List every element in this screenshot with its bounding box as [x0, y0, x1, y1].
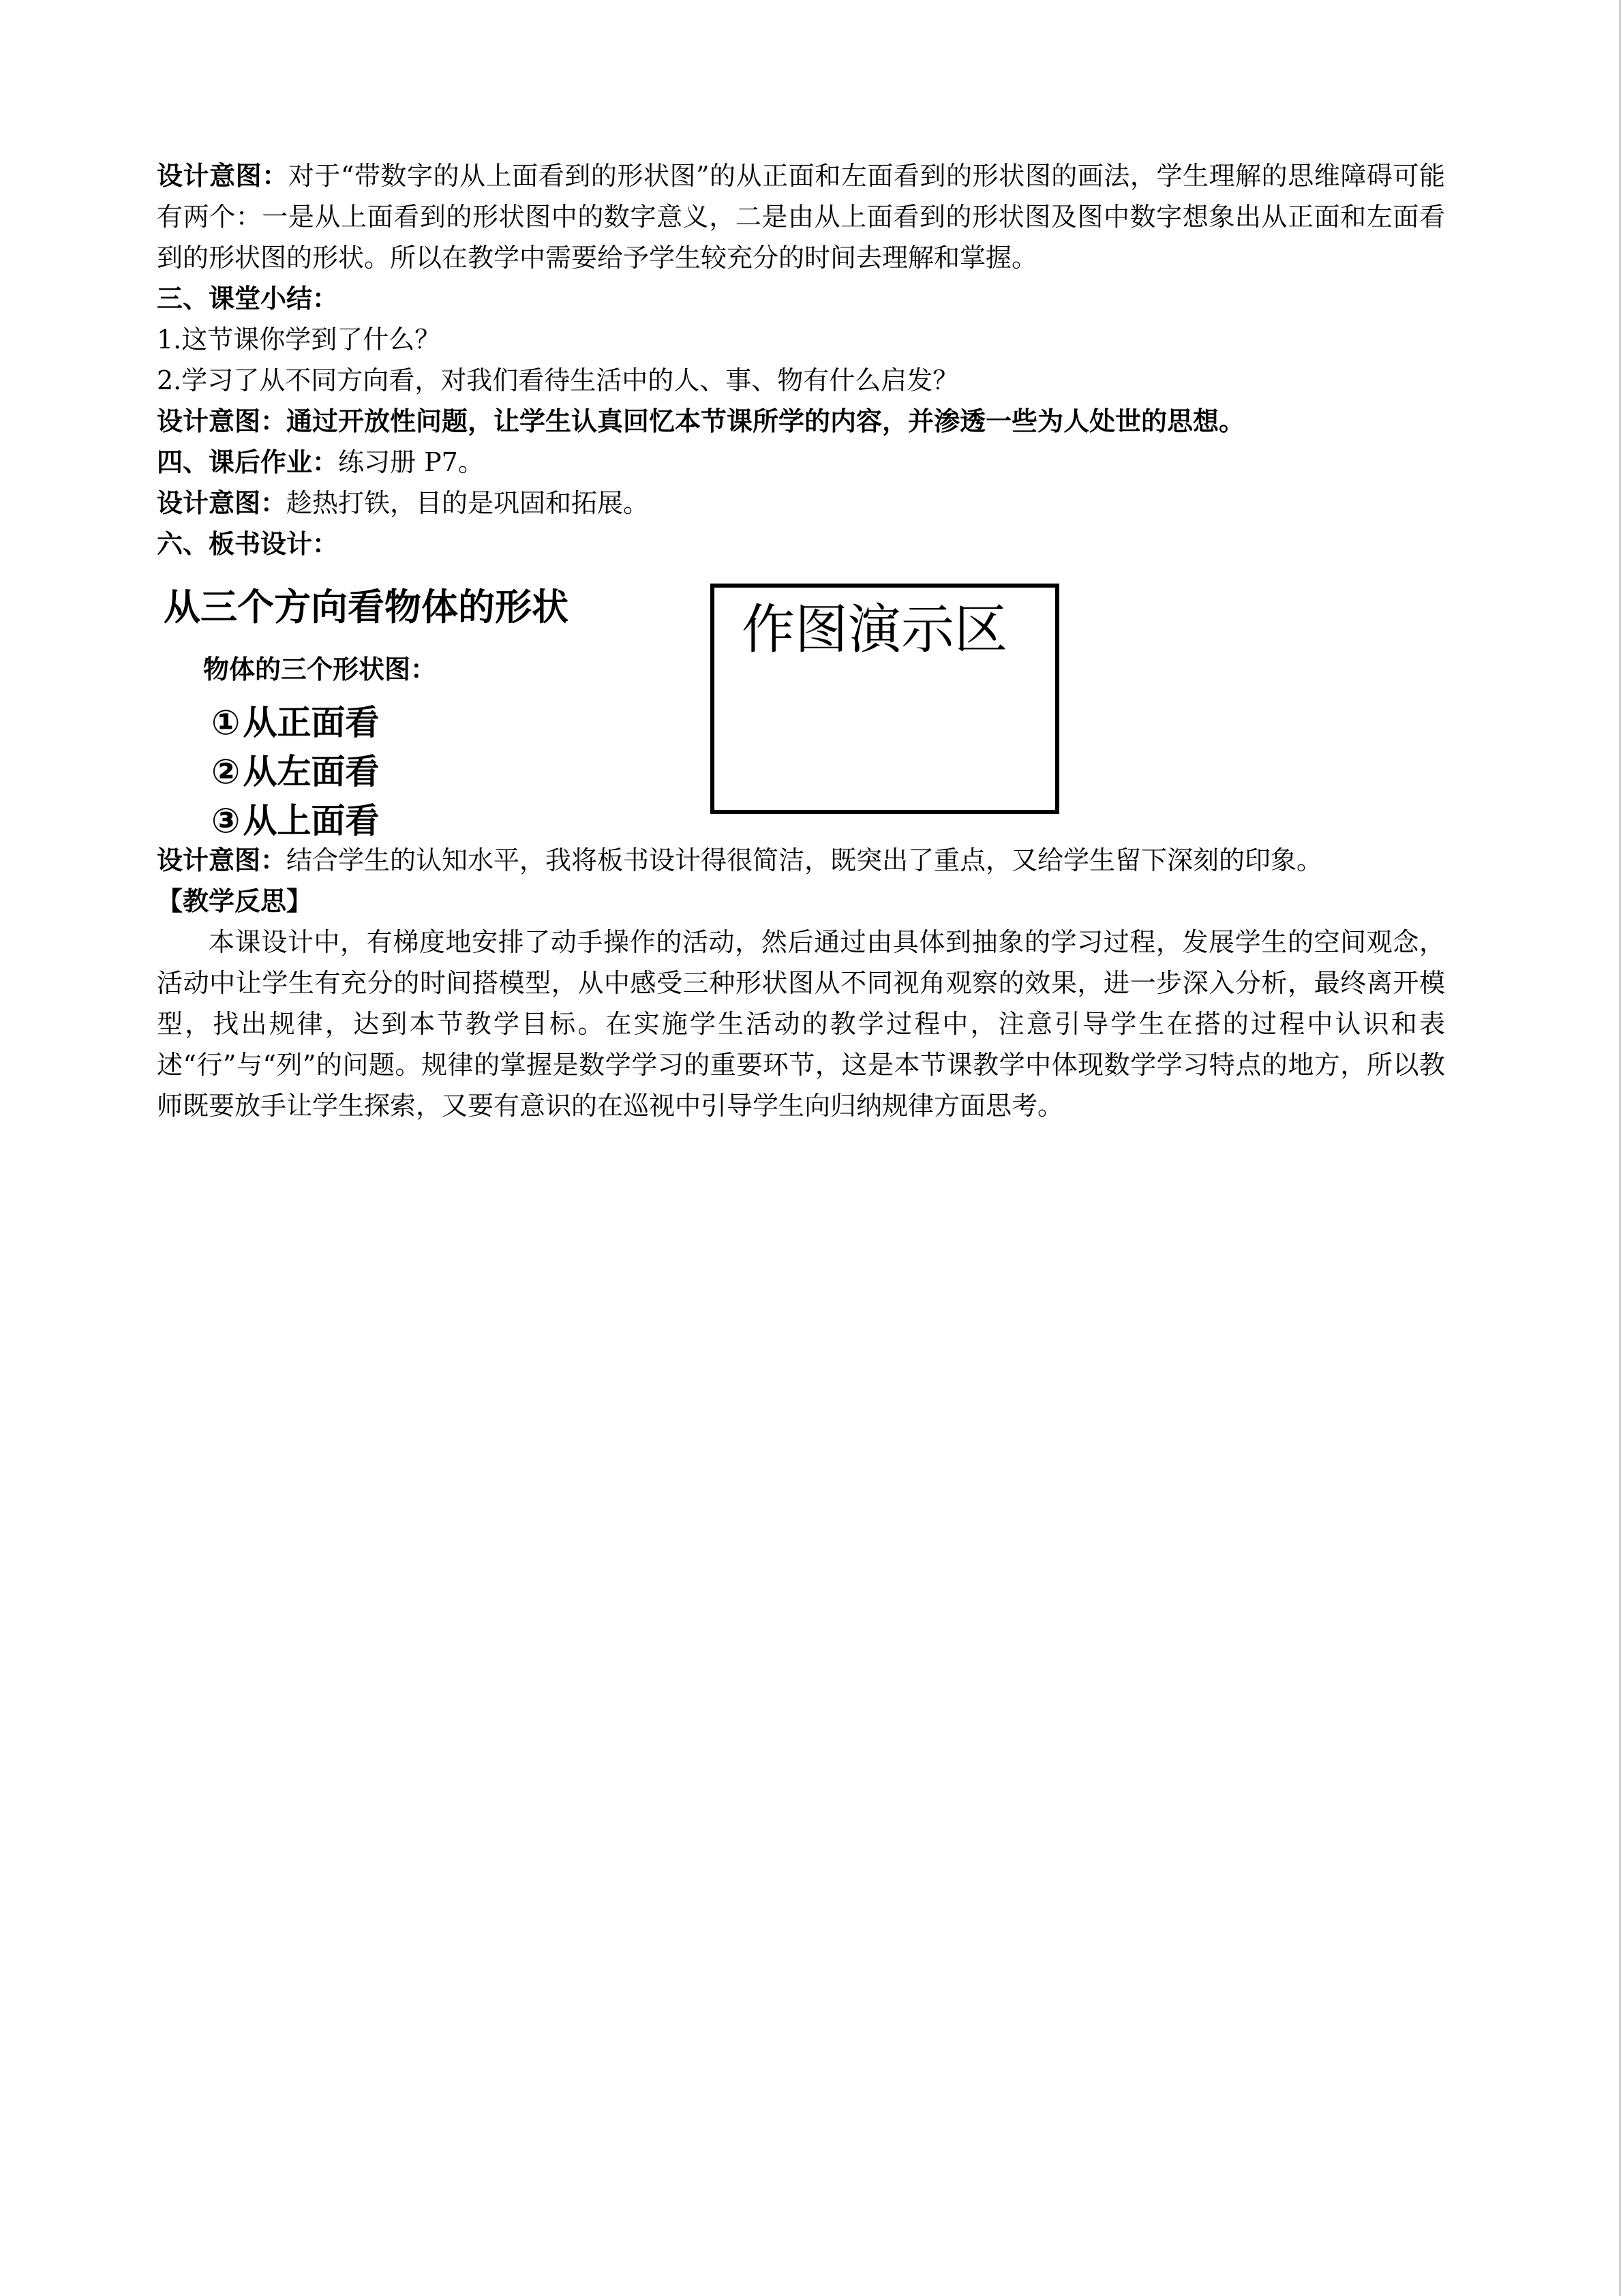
blackboard-design — [157, 570, 1445, 841]
reflection-paragraph: 本课设计中，有梯度地安排了动手操作的活动，然后通过由具体到抽象的学习过程，发展学生的空间观念，活动中让学生有充分的时间搭模型，从中感受三种形状图从不同视角观察的效果，进一步深入分析，最终离开模型，找出规律，达到本节教学目标。在实施学生活动的教学过程中，注意引导学生在搭的过程中认识和表述“行”与“列”的问题。规律的掌握是数学学习的重要环节，这是本节课教学中体现数学学习特点的地方，所以教师既要放手让学生探索，又要有意识的在巡视中引导学生向归纳规律方面思考。 — [157, 927, 1445, 1121]
summary-question-1: 1.这节课你学到了什么？ — [157, 324, 441, 354]
design-intent-text: 对于“带数字的从上面看到的形状图”的从正面和左面看到的形状图的画法，学生理解的思维障碍可能有两个：一是从上面看到的形状图中的数字意义，二是由从上面看到的形状图及图中数字想象出从正面和左面看到的形状图的形状。所以在教学中需要给予学生较充分的时间去理解和掌握。 — [157, 161, 1445, 273]
section-heading-board: 六、板书设计： — [157, 529, 339, 559]
board-view-label: 从上面看 — [243, 801, 380, 841]
board-subtitle: 物体的三个形状图： — [203, 654, 437, 684]
document-body — [157, 155, 1445, 1126]
design-intent-paragraph-2 — [157, 401, 1445, 442]
board-view-item — [211, 747, 379, 796]
circled-number-3: ③ — [211, 801, 241, 841]
drawing-demo-area-label: 作图演示区 — [742, 599, 1008, 661]
circled-number-2: ② — [211, 752, 241, 791]
board-view-label: 从左面看 — [243, 752, 380, 791]
design-intent-label: 设计意图： — [157, 406, 287, 436]
page-edge-rule — [1619, 0, 1621, 2296]
board-view-item — [211, 698, 379, 747]
drawing-demo-area-box — [710, 584, 1059, 814]
section-heading-reflection: 【教学反思】 — [157, 886, 313, 916]
design-intent-paragraph-4 — [157, 840, 1445, 881]
board-title: 从三个方向看物体的形状 — [164, 586, 568, 629]
design-intent-label: 设计意图： — [157, 845, 287, 875]
design-intent-paragraph-1 — [157, 155, 1445, 278]
board-view-list — [211, 698, 379, 845]
summary-question-2: 2.学习了从不同方向看，对我们看待生活中的人、事、物有什么启发？ — [157, 365, 959, 395]
board-view-label: 从正面看 — [243, 703, 380, 742]
design-intent-text: 通过开放性问题，让学生认真回忆本节课所学的内容，并渗透一些为人处世的思想。 — [286, 406, 1245, 436]
section-heading-homework: 四、课后作业： — [157, 447, 339, 477]
circled-number-1: ① — [211, 703, 241, 742]
design-intent-label: 设计意图： — [157, 488, 287, 518]
homework-text: 练习册 P7。 — [338, 447, 484, 477]
board-view-item — [211, 796, 379, 845]
homework-line — [157, 442, 1445, 483]
design-intent-text: 结合学生的认知水平，我将板书设计得很简洁，既突出了重点，又给学生留下深刻的印象。 — [286, 845, 1323, 875]
design-intent-paragraph-3 — [157, 483, 1445, 524]
design-intent-label: 设计意图： — [157, 161, 288, 191]
section-heading-summary: 三、课堂小结： — [157, 284, 339, 314]
design-intent-text: 趁热打铁，目的是巩固和拓展。 — [286, 488, 650, 518]
